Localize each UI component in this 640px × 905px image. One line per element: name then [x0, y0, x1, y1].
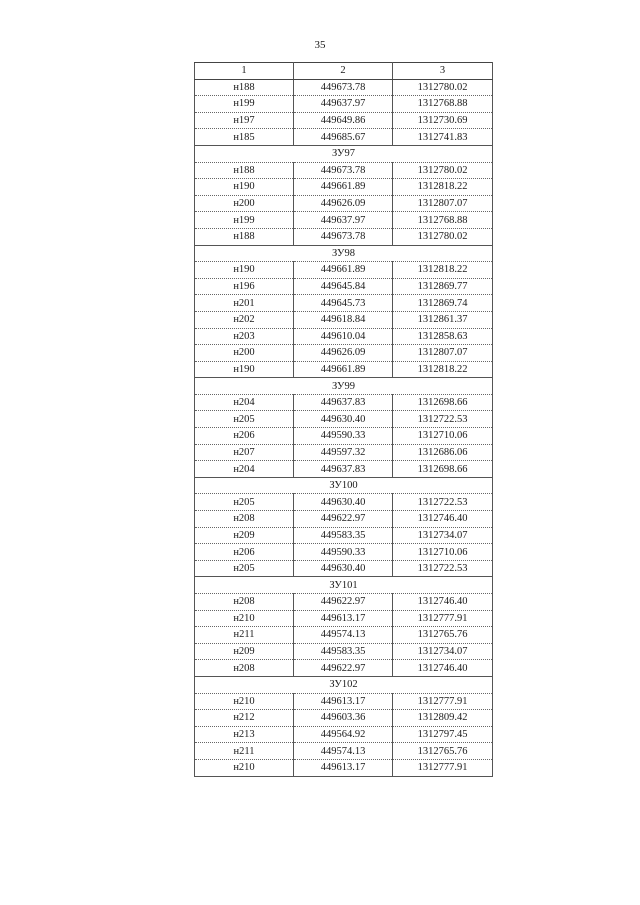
cell-point-id: н204 — [195, 461, 294, 478]
cell-y-coordinate: 1312818.22 — [393, 361, 493, 378]
cell-point-id: н211 — [195, 627, 294, 644]
cell-y-coordinate: 1312765.76 — [393, 627, 493, 644]
cell-point-id: н208 — [195, 511, 294, 528]
section-title-row — [195, 378, 493, 395]
section-title: ЗУ101 — [195, 577, 493, 594]
cell-x-coordinate: 449590.33 — [294, 428, 393, 445]
cell-y-coordinate: 1312734.07 — [393, 643, 493, 660]
cell-y-coordinate: 1312869.74 — [393, 295, 493, 312]
table-row — [195, 112, 493, 129]
cell-y-coordinate: 1312807.07 — [393, 195, 493, 212]
cell-x-coordinate: 449622.97 — [294, 660, 393, 677]
cell-point-id: н211 — [195, 743, 294, 760]
table-row — [195, 79, 493, 96]
cell-point-id: н205 — [195, 560, 294, 577]
table-row — [195, 394, 493, 411]
table-row — [195, 345, 493, 362]
table-row — [195, 693, 493, 710]
cell-x-coordinate: 449583.35 — [294, 643, 393, 660]
cell-x-coordinate: 449597.32 — [294, 444, 393, 461]
cell-y-coordinate: 1312780.02 — [393, 162, 493, 179]
cell-y-coordinate: 1312807.07 — [393, 345, 493, 362]
cell-x-coordinate: 449622.97 — [294, 511, 393, 528]
table-row — [195, 511, 493, 528]
cell-x-coordinate: 449673.78 — [294, 79, 393, 96]
table-row — [195, 179, 493, 196]
cell-point-id: н209 — [195, 527, 294, 544]
cell-point-id: н208 — [195, 594, 294, 611]
cell-y-coordinate: 1312722.53 — [393, 411, 493, 428]
cell-point-id: н204 — [195, 394, 294, 411]
cell-point-id: н206 — [195, 428, 294, 445]
cell-y-coordinate: 1312710.06 — [393, 544, 493, 561]
cell-x-coordinate: 449613.17 — [294, 759, 393, 776]
cell-y-coordinate: 1312768.88 — [393, 96, 493, 113]
cell-x-coordinate: 449661.89 — [294, 361, 393, 378]
table-row — [195, 660, 493, 677]
table-row — [195, 361, 493, 378]
cell-point-id: н202 — [195, 311, 294, 328]
cell-y-coordinate: 1312777.91 — [393, 693, 493, 710]
cell-y-coordinate: 1312861.37 — [393, 311, 493, 328]
cell-point-id: н188 — [195, 228, 294, 245]
cell-y-coordinate: 1312818.22 — [393, 262, 493, 279]
cell-y-coordinate: 1312777.91 — [393, 610, 493, 627]
cell-point-id: н210 — [195, 693, 294, 710]
section-title-row — [195, 245, 493, 262]
table-row — [195, 494, 493, 511]
table-row — [195, 262, 493, 279]
cell-point-id: н212 — [195, 710, 294, 727]
cell-y-coordinate: 1312722.53 — [393, 494, 493, 511]
column-header-y: 3 — [393, 63, 493, 80]
cell-x-coordinate: 449613.17 — [294, 610, 393, 627]
section-title-row — [195, 577, 493, 594]
cell-y-coordinate: 1312722.53 — [393, 560, 493, 577]
page-number: 35 — [314, 39, 326, 51]
cell-y-coordinate: 1312765.76 — [393, 743, 493, 760]
table-row — [195, 228, 493, 245]
cell-x-coordinate: 449661.89 — [294, 179, 393, 196]
table-body — [195, 79, 493, 776]
cell-x-coordinate: 449613.17 — [294, 693, 393, 710]
cell-x-coordinate: 449685.67 — [294, 129, 393, 146]
cell-point-id: н210 — [195, 759, 294, 776]
cell-y-coordinate: 1312809.42 — [393, 710, 493, 727]
table-row — [195, 162, 493, 179]
cell-point-id: н196 — [195, 278, 294, 295]
section-title: ЗУ102 — [195, 676, 493, 693]
cell-point-id: н210 — [195, 610, 294, 627]
cell-point-id: н205 — [195, 494, 294, 511]
table-header-row — [195, 63, 493, 80]
cell-x-coordinate: 449574.13 — [294, 627, 393, 644]
cell-y-coordinate: 1312746.40 — [393, 660, 493, 677]
cell-x-coordinate: 449603.36 — [294, 710, 393, 727]
cell-point-id: н213 — [195, 726, 294, 743]
cell-y-coordinate: 1312818.22 — [393, 179, 493, 196]
cell-point-id: н188 — [195, 79, 294, 96]
cell-point-id: н206 — [195, 544, 294, 561]
cell-x-coordinate: 449637.83 — [294, 394, 393, 411]
cell-y-coordinate: 1312730.69 — [393, 112, 493, 129]
cell-x-coordinate: 449610.04 — [294, 328, 393, 345]
cell-point-id: н188 — [195, 162, 294, 179]
coordinates-table — [194, 62, 493, 777]
cell-y-coordinate: 1312780.02 — [393, 79, 493, 96]
cell-x-coordinate: 449673.78 — [294, 162, 393, 179]
table-row — [195, 428, 493, 445]
cell-point-id: н201 — [195, 295, 294, 312]
cell-y-coordinate: 1312746.40 — [393, 511, 493, 528]
cell-y-coordinate: 1312777.91 — [393, 759, 493, 776]
cell-point-id: н209 — [195, 643, 294, 660]
cell-point-id: н205 — [195, 411, 294, 428]
table-row — [195, 129, 493, 146]
cell-x-coordinate: 449630.40 — [294, 560, 393, 577]
cell-point-id: н208 — [195, 660, 294, 677]
cell-x-coordinate: 449645.84 — [294, 278, 393, 295]
cell-x-coordinate: 449649.86 — [294, 112, 393, 129]
cell-point-id: н197 — [195, 112, 294, 129]
cell-x-coordinate: 449645.73 — [294, 295, 393, 312]
cell-x-coordinate: 449630.40 — [294, 411, 393, 428]
section-title-row — [195, 145, 493, 162]
section-title-row — [195, 676, 493, 693]
cell-point-id: н190 — [195, 179, 294, 196]
cell-x-coordinate: 449661.89 — [294, 262, 393, 279]
table-row — [195, 643, 493, 660]
table-row — [195, 627, 493, 644]
cell-y-coordinate: 1312869.77 — [393, 278, 493, 295]
table-row — [195, 311, 493, 328]
cell-point-id: н190 — [195, 361, 294, 378]
cell-x-coordinate: 449626.09 — [294, 195, 393, 212]
cell-y-coordinate: 1312797.45 — [393, 726, 493, 743]
cell-x-coordinate: 449583.35 — [294, 527, 393, 544]
cell-x-coordinate: 449673.78 — [294, 228, 393, 245]
cell-point-id: н199 — [195, 212, 294, 229]
table-row — [195, 594, 493, 611]
cell-point-id: н185 — [195, 129, 294, 146]
cell-y-coordinate: 1312741.83 — [393, 129, 493, 146]
cell-x-coordinate: 449637.97 — [294, 212, 393, 229]
cell-x-coordinate: 449637.97 — [294, 96, 393, 113]
table-row — [195, 444, 493, 461]
cell-point-id: н200 — [195, 345, 294, 362]
table-row — [195, 560, 493, 577]
section-title: ЗУ99 — [195, 378, 493, 395]
cell-x-coordinate: 449564.92 — [294, 726, 393, 743]
cell-y-coordinate: 1312768.88 — [393, 212, 493, 229]
cell-x-coordinate: 449626.09 — [294, 345, 393, 362]
table-row — [195, 96, 493, 113]
table-row — [195, 726, 493, 743]
column-header-point: 1 — [195, 63, 294, 80]
table-row — [195, 610, 493, 627]
cell-y-coordinate: 1312698.66 — [393, 461, 493, 478]
cell-y-coordinate: 1312746.40 — [393, 594, 493, 611]
section-title-row — [195, 477, 493, 494]
cell-y-coordinate: 1312780.02 — [393, 228, 493, 245]
table-row — [195, 195, 493, 212]
table-row — [195, 710, 493, 727]
cell-y-coordinate: 1312710.06 — [393, 428, 493, 445]
table-row — [195, 278, 493, 295]
cell-y-coordinate: 1312734.07 — [393, 527, 493, 544]
table-row — [195, 411, 493, 428]
table-row — [195, 328, 493, 345]
section-title: ЗУ100 — [195, 477, 493, 494]
cell-point-id: н203 — [195, 328, 294, 345]
cell-x-coordinate: 449622.97 — [294, 594, 393, 611]
cell-point-id: н190 — [195, 262, 294, 279]
column-header-x: 2 — [294, 63, 393, 80]
section-title: ЗУ97 — [195, 145, 493, 162]
cell-x-coordinate: 449574.13 — [294, 743, 393, 760]
cell-x-coordinate: 449590.33 — [294, 544, 393, 561]
table-row — [195, 461, 493, 478]
cell-y-coordinate: 1312858.63 — [393, 328, 493, 345]
table-row — [195, 759, 493, 776]
table-row — [195, 212, 493, 229]
table-header — [195, 63, 493, 80]
cell-x-coordinate: 449637.83 — [294, 461, 393, 478]
table-row — [195, 743, 493, 760]
table-row — [195, 544, 493, 561]
table-row — [195, 527, 493, 544]
cell-point-id: н207 — [195, 444, 294, 461]
cell-y-coordinate: 1312686.06 — [393, 444, 493, 461]
cell-point-id: н199 — [195, 96, 294, 113]
section-title: ЗУ98 — [195, 245, 493, 262]
cell-x-coordinate: 449618.84 — [294, 311, 393, 328]
cell-x-coordinate: 449630.40 — [294, 494, 393, 511]
table-row — [195, 295, 493, 312]
cell-y-coordinate: 1312698.66 — [393, 394, 493, 411]
cell-point-id: н200 — [195, 195, 294, 212]
